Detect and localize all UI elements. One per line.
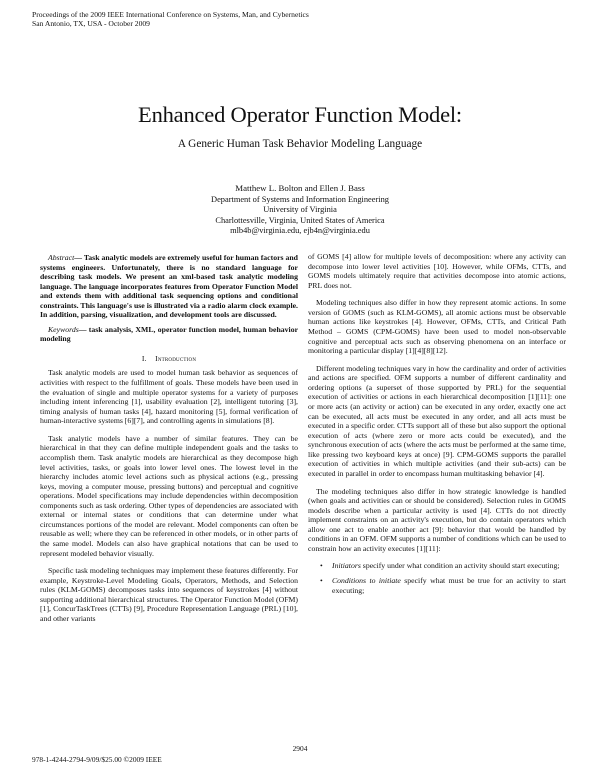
condition-list — [308, 561, 566, 595]
body-paragraph: Modeling techniques also differ in how they represent atomic actions. In some version of GOMS (such as KLM-GOMS), all atomic actions must be observable human actions like keystrokes [4]. However, OFMs, CTTs, and Critical Path Method – GOMS (CPM-GOMS) have been used to model non-observable cognitive and perceptual acts such as observing phenomena on an interface or monitoring a particular display [1][4][8][12]. — [308, 298, 566, 356]
abstract-text: Task analytic models are extremely useful for human factors and systems engineers. Unfortunately, there is no standard language for describing task models. We present an xml-based task analytic modeling language. The language incorporates features from Operator Function Model and extends them with additional task sequencing options and conditional constraints. This language's use is illustrated via a radio alarm clock example. In addition, parsing, visualization, and development tools are discussed. — [40, 253, 298, 320]
section-number: I. — [141, 353, 147, 363]
right-column — [308, 252, 566, 595]
body-paragraph: Different modeling techniques vary in how the cardinality and order of activities and actions are specified. OFM supports a number of different cardinality and ordering options (a superset of those supported by PRL) for the sequential execution of activities or actions in each hierarchical decomposition [1][11]: one or more acts (an activity or action) can be executed in any order, exactly one act can be executed, all acts must be executed in any order, and all acts must be executed in a specific order. CTTs support all of these but also support the optional execution of acts (where zero or more acts could be executed), and the synchronous execution of acts (where the acts must be performed at the same time, like pressing two keyboard keys at once) [9]. CPM-GOMS supports the parallel execution of activities in which multiple activities (and their sub-acts) can be executed in parallel in order to encompass human multitasking behavior [4]. — [308, 363, 566, 478]
list-item-text: specify what must be true for an activity to start executing; — [332, 575, 566, 595]
body-paragraph: of GOMS [4] allow for multiple levels of decomposition: where any activity can decompose into lower level activities [10]. However, while OFMs, CTTs, and GOMS models ultimately require that activities decompose into atomic actions, PRL does not. — [308, 252, 566, 290]
abstract-dash: — — [74, 253, 84, 262]
author-location: Charlottesville, Virginia, United States of America — [215, 215, 385, 225]
keywords — [40, 325, 298, 344]
author-university: University of Virginia — [263, 205, 337, 215]
conference-line-1: Proceedings of the 2009 IEEE International Conference on Systems, Man, and Cybernetics — [32, 10, 309, 19]
abstract-label: Abstract — [48, 253, 75, 262]
conference-header — [32, 10, 309, 29]
paper-subtitle: A Generic Human Task Behavior Modeling Language — [177, 138, 423, 150]
author-department: Department of Systems and Information Engineering — [211, 194, 389, 204]
isbn-footer: 978-1-4244-2794-9/09/$25.00 ©2009 IEEE — [32, 755, 162, 764]
body-paragraph: The modeling techniques also differ in how strategic knowledge is handled (when goals and activities can or should be considered). Selection rules in GOMS models describe when a particular activity is used [4]. CTTs do not directly implement constraints on an activity's execution, but do contain operators which allow one act to enable another act [9]: behavior that would be handled by conditions in an OFM. OFM supports a number of conditions which can be used to constrain how an activity executes [1][11]: — [308, 486, 566, 553]
abstract — [40, 253, 298, 320]
list-item — [332, 576, 566, 595]
list-item — [332, 561, 566, 571]
list-item-term: Initiators — [332, 561, 361, 571]
keywords-text: task analysis, XML, operator function model, human behavior modeling — [40, 324, 299, 344]
body-paragraph: Task analytic models have a number of similar features. They can be hierarchical in that they can define multiple independent goals and the tasks to accomplish them. Task analytic models are hierarchical as they decompose high level activities, tasks, or goals into lower level ones. The lowest level in the hierarchy includes atomic level actions such as physical actions (e.g., pressing keys, moving a computer mouse, pressing buttons) and perceptual and cognitive operations. Model specifications may include dependencies within decomposition components such as task ordering. Other types of dependencies are associated with external or internal states or conditions that can determine under what circumstances portions of the model are relevant. Model components can often be reusable as well; where they can be referenced in other models, or in other parts of the same model. Models can also have graphical notations that can be used to represent modeled behavior visually. — [40, 433, 298, 558]
author-block — [0, 183, 600, 237]
body-paragraph: Task analytic models are used to model human task behavior as sequences of activities with respect to the fulfillment of goals. These models have been used in the evaluation of single and multiple operator systems for a variety of purposes including intent inferencing [1], usability evaluation [2], intelligent tutoring [3], timing analysis of human tasks [4], hazard monitoring [5], formal verification of human-interactive systems [6][7], and controlling agents in simulations [8]. — [40, 368, 298, 426]
paper-title: Enhanced Operator Function Model: — [138, 102, 462, 127]
conference-line-2: San Antonio, TX, USA - October 2009 — [32, 19, 150, 29]
section-heading — [40, 354, 298, 364]
section-title: Introduction — [155, 353, 197, 363]
list-item-text: specify under what condition an activity should start executing; — [360, 561, 560, 571]
author-emails: mlb4b@virginia.edu, ejb4n@virginia.edu — [230, 226, 370, 236]
body-paragraph: Specific task modeling techniques may implement these features differently. For example, Keystroke-Level Modeling Goals, Operators, Methods, and Selection rules (KLM-GOMS) decomposes tasks into sequences of keystrokes [4] without supporting additional hierarchical structures. The Operator Function Model (OFM) [1], ConcurTaskTrees (CTTs) [9], Procedure Representation Language (PRL) [10], and other variants — [40, 566, 298, 623]
page-number: 2904 — [292, 744, 308, 753]
list-item-term: Conditions to initiate — [332, 575, 401, 585]
keywords-dash: — — [78, 324, 89, 334]
left-column — [40, 253, 298, 624]
author-names: Matthew L. Bolton and Ellen J. Bass — [235, 183, 365, 193]
keywords-label: Keywords — [48, 324, 79, 334]
